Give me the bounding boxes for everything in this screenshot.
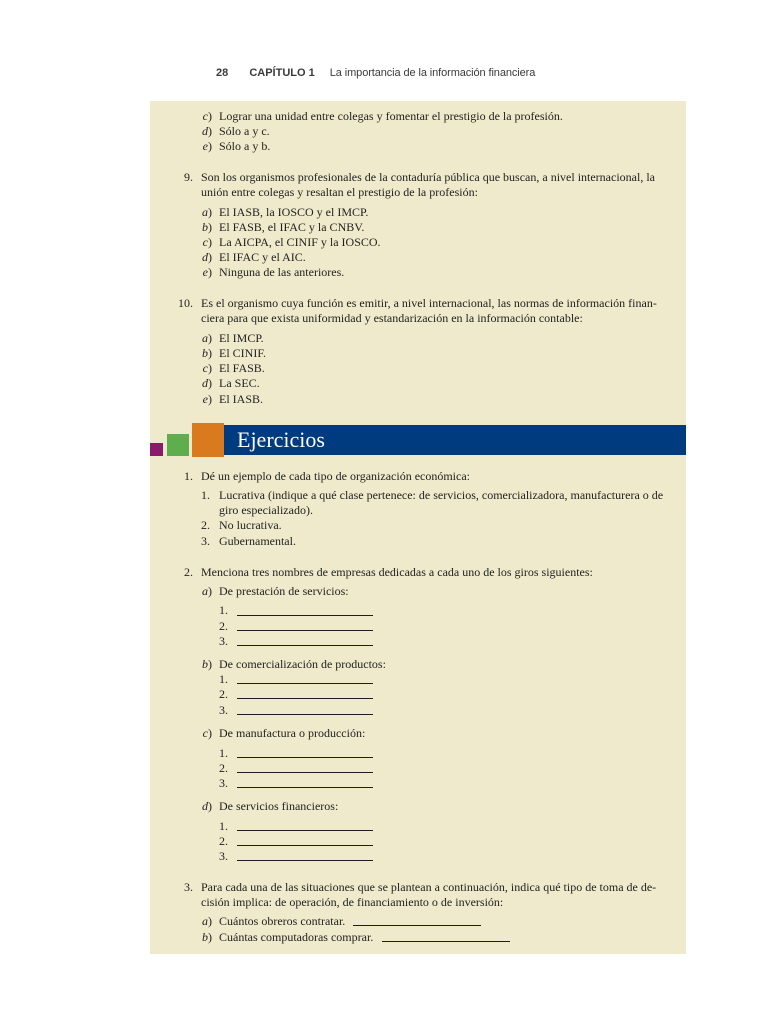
option-letter: b ) [198, 346, 212, 361]
option-letter: e ) [198, 392, 212, 407]
blank-number: 3. [219, 849, 228, 863]
question-text: Es el organismo cuya función es emitir, a nivel internacional, las normas de información finan- [201, 296, 657, 310]
option-text: El IASB, la IOSCO y el IMCP. [219, 205, 369, 219]
decorative-square-purple [150, 443, 163, 456]
blank-number: 1. [219, 603, 228, 617]
option-text: Sólo a y b. [219, 139, 271, 153]
answer-blank[interactable] [237, 714, 373, 715]
answer-blank[interactable] [237, 683, 373, 684]
option-letter: d ) [198, 376, 212, 391]
question-number: 9. [184, 170, 193, 184]
group-text: De servicios financieros: [219, 799, 339, 813]
exercise-number: 2. [184, 565, 193, 579]
option-letter: a ) [198, 205, 212, 220]
answer-blank[interactable] [237, 787, 373, 788]
blank-number: 2. [219, 687, 228, 701]
option-text: Cuántos obreros contratar. [219, 914, 346, 928]
item-text: No lucrativa. [219, 518, 282, 532]
blank-number: 1. [219, 746, 228, 760]
blank-number: 2. [219, 619, 228, 633]
option-text: El IMCP. [219, 331, 264, 345]
exercise-text: Menciona tres nombres de empresas dedicadas a cada uno de los giros siguientes: [201, 565, 593, 579]
answer-blank[interactable] [237, 845, 373, 846]
option-text: El FASB. [219, 361, 265, 375]
option-letter: b ) [198, 220, 212, 235]
item-text: giro especializado). [219, 503, 313, 517]
option-text: El IFAC y el AIC. [219, 250, 306, 264]
option-letter: c ) [198, 109, 212, 124]
answer-blank[interactable] [237, 630, 373, 631]
question-text: unión entre colegas y resaltan el prestigio de la profesión: [201, 185, 478, 199]
option-letter: a ) [198, 914, 212, 929]
blank-number: 3. [219, 634, 228, 648]
answer-blank[interactable] [237, 615, 373, 616]
option-letter: d ) [198, 250, 212, 265]
running-header [216, 67, 535, 79]
option-letter: e ) [198, 265, 212, 280]
item-number: 1. [201, 488, 210, 502]
option-text: Ninguna de las anteriores. [219, 265, 345, 279]
exercise-text: Dé un ejemplo de cada tipo de organización económica: [201, 469, 471, 483]
option-text: Cuántas computadoras comprar. [219, 930, 374, 944]
option-text: El IASB. [219, 392, 264, 406]
blank-number: 1. [219, 819, 228, 833]
chapter-title: La importancia de la información financiera [329, 67, 536, 79]
option-text: La SEC. [219, 376, 260, 390]
exercise-number: 1. [184, 469, 193, 483]
option-text: El CINIF. [219, 346, 267, 360]
blank-number: 3. [219, 776, 228, 790]
option-letter: e ) [198, 139, 212, 154]
option-letter: d ) [198, 124, 212, 139]
question-text: Son los organismos profesionales de la contaduría pública que buscan, a nivel internacional, la [201, 170, 655, 184]
item-text: Gubernamental. [219, 534, 296, 548]
section-title: Ejercicios [237, 427, 325, 452]
blank-number: 3. [219, 703, 228, 717]
decorative-square-orange [192, 423, 224, 457]
option-letter: c ) [198, 361, 212, 376]
option-letter: a ) [198, 331, 212, 346]
option-text: El FASB, el IFAC y la CNBV. [219, 220, 365, 234]
group-text: De prestación de servicios: [219, 584, 349, 598]
question-number: 10. [178, 296, 193, 310]
answer-blank[interactable] [237, 645, 373, 646]
blank-number: 2. [219, 761, 228, 775]
exercise-text: cisión implica: de operación, de financiamiento o de inversión: [201, 895, 504, 909]
chapter-label: CAPÍTULO 1 [249, 67, 315, 79]
item-number: 2. [201, 518, 210, 532]
exercise-text: Para cada una de las situaciones que se plantean a continuación, indica qué tipo de toma de de- [201, 880, 657, 894]
group-text: De manufactura o producción: [219, 726, 366, 740]
answer-blank[interactable] [353, 925, 481, 926]
option-letter: c ) [198, 235, 212, 250]
group-letter: a ) [198, 584, 212, 599]
item-number: 3. [201, 534, 210, 548]
answer-blank[interactable] [237, 698, 373, 699]
blank-number: 1. [219, 672, 228, 686]
page-number: 28 [216, 67, 229, 79]
group-text: De comercialización de productos: [219, 657, 386, 671]
option-text: Sólo a y c. [219, 124, 270, 138]
item-text: Lucrativa (indique a qué clase pertenece: de servicios, comercializadora, manufacturera o de [219, 488, 664, 502]
option-letter: b ) [198, 930, 212, 945]
answer-blank[interactable] [237, 757, 373, 758]
option-text: Lograr una unidad entre colegas y fomentar el prestigio de la profesión. [219, 109, 563, 123]
group-letter: d ) [198, 799, 212, 814]
question-text: ciera para que exista uniformidad y estandarización en la información contable: [201, 311, 583, 325]
blank-number: 2. [219, 834, 228, 848]
decorative-square-green [167, 434, 189, 456]
answer-blank[interactable] [237, 860, 373, 861]
exercise-number: 3. [184, 880, 193, 894]
answer-blank[interactable] [237, 830, 373, 831]
group-letter: c ) [198, 726, 212, 741]
option-text: La AICPA, el CINIF y la IOSCO. [219, 235, 381, 249]
group-letter: b ) [198, 657, 212, 672]
answer-blank[interactable] [237, 772, 373, 773]
answer-blank[interactable] [382, 941, 510, 942]
